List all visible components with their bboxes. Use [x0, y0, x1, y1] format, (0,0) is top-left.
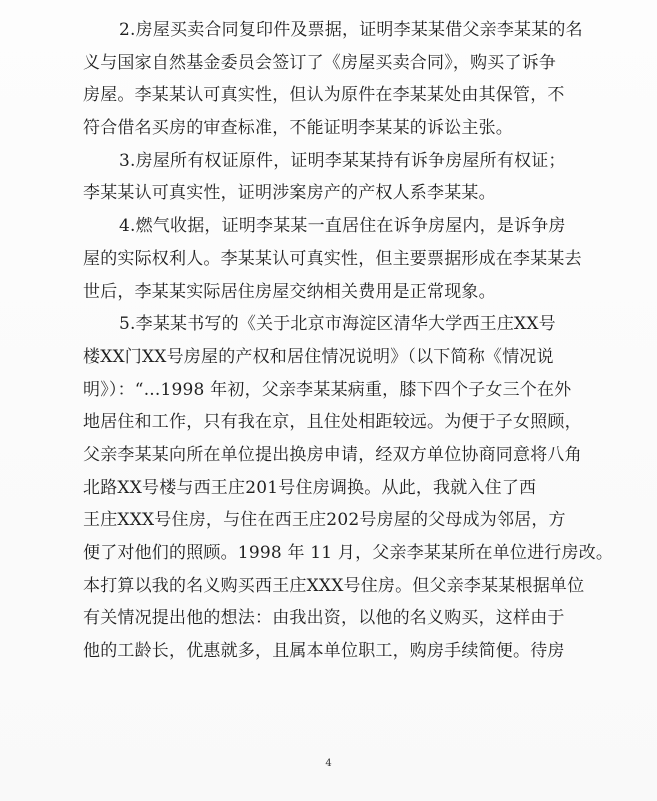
text-line: 有关情况提出他的想法：由我出资，以他的名义购买，这样由于: [83, 608, 565, 629]
text-line: 李某某认可真实性，证明涉案房产的产权人系李某某。: [83, 183, 496, 204]
text-line: 他的工龄长，优惠就多，且属本单位职工，购房手续简便。待房: [83, 641, 565, 662]
text-line: 房屋。李某某认可真实性，但认为原件在李某某处由其保管，不: [83, 85, 565, 106]
text-line: 地居住和工作，只有我在京，且住处相距较远。为便于子女照顾，: [83, 412, 582, 433]
text-line: 世后，李某某实际居住房屋交纳相关费用是正常现象。: [83, 281, 496, 302]
text-line: 楼XX门XX号房屋的产权和居住情况说明》（以下简称《情况说: [83, 346, 554, 367]
text-line: 2.房屋买卖合同复印件及票据，证明李某某借父亲李某某的名: [119, 20, 583, 40]
text-line: 屋的实际权利人。李某某认可真实性，但主要票据形成在李某某去: [83, 248, 582, 269]
body-text: [83, 14, 614, 668]
text-line: 符合借名买房的审查标准，不能证明李某某的诉讼主张。: [83, 118, 513, 139]
text-line: 5.李某某书写的《关于北京市海淀区清华大学西王庄XX号: [119, 314, 556, 335]
page-number: 4: [325, 758, 332, 769]
text-line: 父亲李某某向所在单位提出换房申请，经双方单位协商同意将八角: [83, 444, 582, 465]
text-line: 3.房屋所有权证原件，证明李某某持有诉争房屋所有权证；: [119, 150, 566, 171]
text-line: 北路XX号楼与西王庄201号住房调换。从此，我就入住了西: [83, 477, 537, 498]
text-line: 4.燃气收据，证明李某某一直居住在诉争房屋内，是诉争房: [119, 216, 566, 237]
text-line: 义与国家自然基金委员会签订了《房屋买卖合同》，购买了诉争: [83, 52, 557, 73]
text-line: 本打算以我的名义购买西王庄XXX号住房。但父亲李某某根据单位: [83, 575, 585, 596]
text-line: 王庄XXX号住房，与住在西王庄202号房屋的父母成为邻居，方: [83, 510, 566, 531]
text-line: 便了对他们的照顾。1998 年 11 月，父亲李某某所在单位进行房改。: [83, 543, 614, 563]
text-line: 明》）：“...1998 年初，父亲李某某病重，膝下四个子女三个在外: [83, 379, 572, 400]
